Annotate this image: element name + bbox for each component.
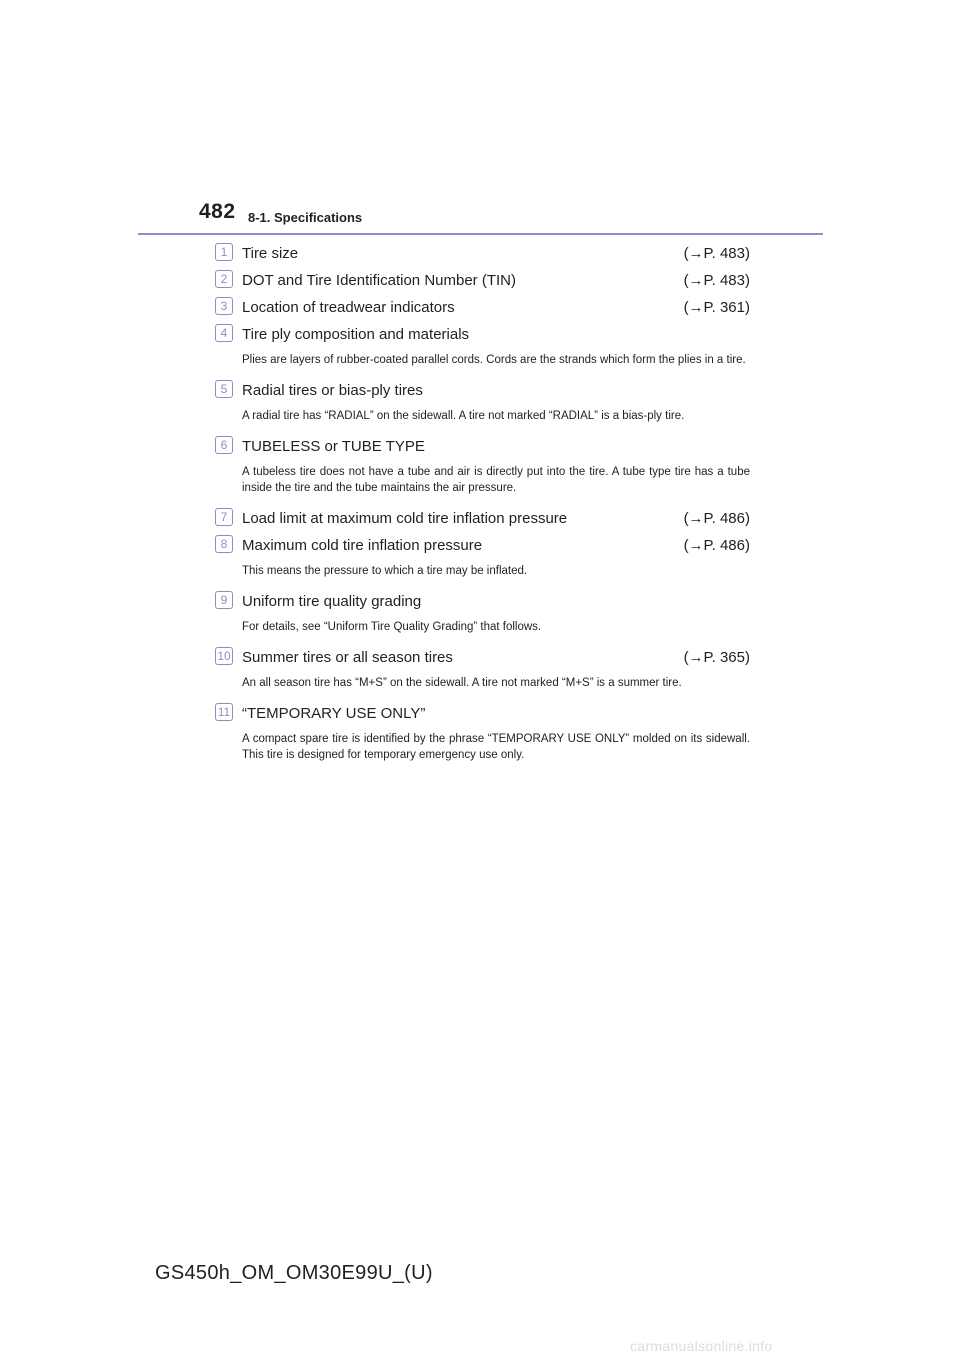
item-heading-row: [215, 433, 750, 460]
item-heading-row: [215, 700, 750, 727]
item-title: Location of treadwear indicators: [242, 299, 455, 316]
spec-item: [215, 321, 750, 368]
spec-item: [215, 505, 750, 532]
item-heading-row: [215, 294, 750, 321]
page-reference-link[interactable]: (→P. 365): [683, 649, 750, 666]
item-description: For details, see “Uniform Tire Quality Grading” that follows.: [242, 621, 542, 633]
item-number-badge: 11: [215, 703, 233, 721]
item-number-badge: 7: [215, 508, 233, 526]
item-heading-row: [215, 240, 750, 267]
item-number-badge: 4: [215, 324, 233, 342]
page-reference-link[interactable]: (→P. 486): [683, 510, 750, 527]
spec-item: [215, 294, 750, 321]
item-heading-row: [215, 377, 750, 404]
item-description: Plies are layers of rubber-coated parallel cords. Cords are the strands which form the plies in a tire.: [242, 354, 746, 366]
item-description: A radial tire has “RADIAL” on the sidewall. A tire not marked “RADIAL” is a bias-ply tire.: [242, 410, 685, 422]
item-title: Load limit at maximum cold tire inflation pressure: [242, 510, 568, 527]
spec-item: [215, 700, 750, 763]
item-title: “TEMPORARY USE ONLY”: [242, 705, 426, 722]
page-reference-link[interactable]: (→P. 361): [683, 299, 750, 316]
item-title: Maximum cold tire inflation pressure: [242, 537, 483, 554]
item-description: A compact spare tire is identified by the phrase “TEMPORARY USE ONLY” molded on its sidewall. This tire is designed for temporary emergency use only.: [242, 733, 750, 761]
item-number-badge: 6: [215, 436, 233, 454]
item-heading-row: [215, 267, 750, 294]
spec-item: [215, 532, 750, 579]
page-reference-link[interactable]: (→P. 483): [683, 245, 750, 262]
item-number-badge: 8: [215, 535, 233, 553]
item-heading-row: [215, 532, 750, 559]
item-number-badge: 3: [215, 297, 233, 315]
item-number-badge: 9: [215, 591, 233, 609]
document-code: GS450h_OM_OM30E99U_(U): [155, 1262, 433, 1284]
item-title: Tire ply composition and materials: [242, 326, 470, 343]
spec-item: [215, 267, 750, 294]
spec-item: [215, 433, 750, 496]
watermark: carmanualsonline.info: [630, 1338, 773, 1354]
item-description: A tubeless tire does not have a tube and air is directly put into the tire. A tube type tire has a tube inside the tire and the tube maintains the air pressure.: [242, 466, 750, 494]
spec-item: [215, 644, 750, 691]
header-divider: [138, 233, 823, 235]
item-title: Summer tires or all season tires: [242, 649, 453, 666]
section-title: 8-1. Specifications: [248, 210, 363, 225]
item-heading-row: [215, 321, 750, 348]
item-number-badge: 1: [215, 243, 233, 261]
page-number: 482: [199, 200, 236, 223]
item-title: TUBELESS or TUBE TYPE: [242, 438, 425, 455]
item-number-badge: 2: [215, 270, 233, 288]
item-title: Tire size: [242, 245, 299, 262]
item-heading-row: [215, 644, 750, 671]
spec-item: [215, 377, 750, 424]
spec-item: [215, 240, 750, 267]
page-reference-link[interactable]: (→P. 486): [683, 537, 750, 554]
item-heading-row: [215, 588, 750, 615]
item-title: Radial tires or bias-ply tires: [242, 382, 423, 399]
item-title: DOT and Tire Identification Number (TIN): [242, 272, 516, 289]
item-heading-row: [215, 505, 750, 532]
spec-item: [215, 588, 750, 635]
item-description: This means the pressure to which a tire may be inflated.: [242, 565, 528, 577]
item-number-badge: 10: [215, 647, 233, 665]
page-reference-link[interactable]: (→P. 483): [683, 272, 750, 289]
item-description: An all season tire has “M+S” on the sidewall. A tire not marked “M+S” is a summer tire.: [242, 677, 682, 689]
item-number-badge: 5: [215, 380, 233, 398]
item-title: Uniform tire quality grading: [242, 593, 422, 610]
spec-item-list: [215, 240, 750, 772]
